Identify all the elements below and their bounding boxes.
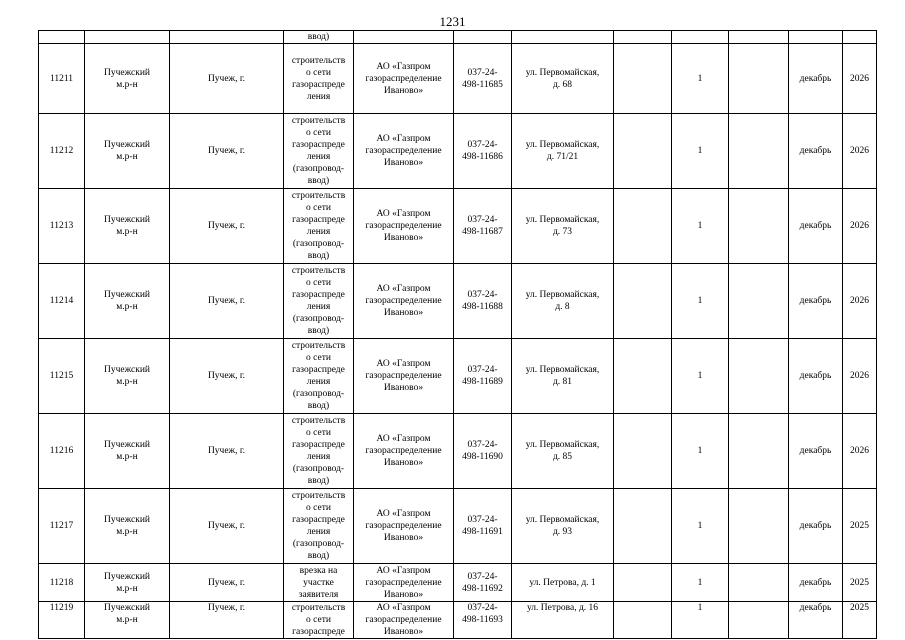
cell-qty: 1 (672, 414, 729, 489)
table-row (39, 264, 877, 339)
cell-org: АО «Газпром газораспределение Иваново» (354, 602, 454, 639)
cell-month: декабрь (789, 114, 843, 189)
cell-empty (614, 114, 672, 189)
cell-empty (729, 564, 789, 602)
cell-work: строительств о сети газораспреде ления (газопровод- ввод) (284, 339, 354, 414)
cell-city: Пучеж, г. (170, 44, 284, 114)
cell-address: ул. Первомайская, д. 71/21 (512, 114, 614, 189)
cell-district: Пучежский м.р-н (85, 264, 170, 339)
cell-address: ул. Первомайская, д. 68 (512, 44, 614, 114)
cell-qty: 1 (672, 264, 729, 339)
cell-empty (614, 189, 672, 264)
cell-org: АО «Газпром газораспределение Иваново» (354, 564, 454, 602)
cell-city: Пучеж, г. (170, 602, 284, 639)
cell-empty (729, 339, 789, 414)
cell-district: Пучежский м.р-н (85, 44, 170, 114)
cell-code: 037-24- 498-11691 (454, 489, 512, 564)
cell-qty: 1 (672, 602, 729, 639)
cell-year: 2026 (843, 114, 877, 189)
cell-id: 11216 (39, 414, 85, 489)
works-table (38, 30, 877, 639)
table-row-fragment (39, 31, 877, 44)
cell-qty: 1 (672, 489, 729, 564)
cell-year: 2026 (843, 44, 877, 114)
cell-work: строительств о сети газораспреде ления (газопровод- ввод) (284, 264, 354, 339)
cell-org: АО «Газпром газораспределение Иваново» (354, 414, 454, 489)
cell-empty (614, 339, 672, 414)
cell-address: ул. Первомайская, д. 73 (512, 189, 614, 264)
cell-work: строительств о сети газораспреде (284, 602, 354, 639)
cell-work: строительств о сети газораспреде ления (газопровод- ввод) (284, 489, 354, 564)
cell-month: декабрь (789, 489, 843, 564)
cell-code: 037-24- 498-11693 (454, 602, 512, 639)
cell-work: ввод) (284, 31, 354, 44)
cell-org: АО «Газпром газораспределение Иваново» (354, 114, 454, 189)
cell-code: 037-24- 498-11685 (454, 44, 512, 114)
cell-id: 11217 (39, 489, 85, 564)
cell-code: 037-24- 498-11688 (454, 264, 512, 339)
cell-district: Пучежский м.р-н (85, 189, 170, 264)
cell-id: 11212 (39, 114, 85, 189)
cell-year: 2025 (843, 564, 877, 602)
table-row (39, 339, 877, 414)
cell-month: декабрь (789, 264, 843, 339)
cell-org: АО «Газпром газораспределение Иваново» (354, 339, 454, 414)
cell-district: Пучежский м.р-н (85, 114, 170, 189)
cell-year: 2026 (843, 339, 877, 414)
cell-district: Пучежский м.р-н (85, 602, 170, 639)
cell-work: строительств о сети газораспреде ления (газопровод- ввод) (284, 189, 354, 264)
cell-code: 037-24- 498-11690 (454, 414, 512, 489)
page-number: 1231 (439, 14, 466, 29)
cell-city: Пучеж, г. (170, 414, 284, 489)
table-row (39, 189, 877, 264)
cell-empty (614, 602, 672, 639)
cell-qty: 1 (672, 44, 729, 114)
cell-empty (614, 489, 672, 564)
cell-id: 11211 (39, 44, 85, 114)
cell-code: 037-24- 498-11692 (454, 564, 512, 602)
cell-month: декабрь (789, 339, 843, 414)
table-row (39, 114, 877, 189)
table-row (39, 602, 877, 639)
cell-empty (729, 414, 789, 489)
cell-address: ул. Первомайская, д. 8 (512, 264, 614, 339)
cell-qty: 1 (672, 564, 729, 602)
cell-work: строительств о сети газораспреде ления (284, 44, 354, 114)
cell-address: ул. Первомайская, д. 81 (512, 339, 614, 414)
table-row (39, 489, 877, 564)
cell-id: 11218 (39, 564, 85, 602)
cell-id: 11219 (39, 602, 85, 639)
cell-district: Пучежский м.р-н (85, 489, 170, 564)
cell-city: Пучеж, г. (170, 264, 284, 339)
table-row (39, 44, 877, 114)
cell-code: 037-24- 498-11689 (454, 339, 512, 414)
cell-city: Пучеж, г. (170, 114, 284, 189)
cell-empty (614, 564, 672, 602)
cell-month: декабрь (789, 602, 843, 639)
table-row (39, 414, 877, 489)
cell-empty (729, 114, 789, 189)
cell-district: Пучежский м.р-н (85, 414, 170, 489)
cell-month: декабрь (789, 414, 843, 489)
cell-empty (729, 489, 789, 564)
cell-id: 11213 (39, 189, 85, 264)
cell-empty (729, 44, 789, 114)
cell-city: Пучеж, г. (170, 564, 284, 602)
cell-year: 2025 (843, 602, 877, 639)
cell-org: АО «Газпром газораспределение Иваново» (354, 489, 454, 564)
cell-year: 2026 (843, 264, 877, 339)
cell-qty: 1 (672, 189, 729, 264)
cell-empty (614, 414, 672, 489)
cell-work: строительств о сети газораспреде ления (газопровод- ввод) (284, 114, 354, 189)
cell-qty: 1 (672, 114, 729, 189)
cell-district: Пучежский м.р-н (85, 339, 170, 414)
cell-id: 11215 (39, 339, 85, 414)
cell-year: 2026 (843, 414, 877, 489)
cell-empty (729, 189, 789, 264)
cell-month: декабрь (789, 189, 843, 264)
cell-year: 2025 (843, 489, 877, 564)
cell-empty (614, 44, 672, 114)
cell-address: ул. Петрова, д. 16 (512, 602, 614, 639)
cell-qty: 1 (672, 339, 729, 414)
cell-code: 037-24- 498-11687 (454, 189, 512, 264)
cell-city: Пучеж, г. (170, 489, 284, 564)
cell-empty (729, 602, 789, 639)
cell-code: 037-24- 498-11686 (454, 114, 512, 189)
cell-org: АО «Газпром газораспределение Иваново» (354, 189, 454, 264)
cell-org: АО «Газпром газораспределение Иваново» (354, 264, 454, 339)
cell-address: ул. Петрова, д. 1 (512, 564, 614, 602)
cell-city: Пучеж, г. (170, 189, 284, 264)
cell-work: строительств о сети газораспреде ления (газопровод- ввод) (284, 414, 354, 489)
cell-address: ул. Первомайская, д. 93 (512, 489, 614, 564)
cell-address: ул. Первомайская, д. 85 (512, 414, 614, 489)
cell-city: Пучеж, г. (170, 339, 284, 414)
table-row (39, 564, 877, 602)
cell-empty (614, 264, 672, 339)
cell-id: 11214 (39, 264, 85, 339)
cell-district: Пучежский м.р-н (85, 564, 170, 602)
cell-month: декабрь (789, 44, 843, 114)
cell-month: декабрь (789, 564, 843, 602)
table-body (39, 31, 877, 639)
cell-empty (729, 264, 789, 339)
cell-org: АО «Газпром газораспределение Иваново» (354, 44, 454, 114)
cell-year: 2026 (843, 189, 877, 264)
cell-work: врезка на участке заявителя (284, 564, 354, 602)
